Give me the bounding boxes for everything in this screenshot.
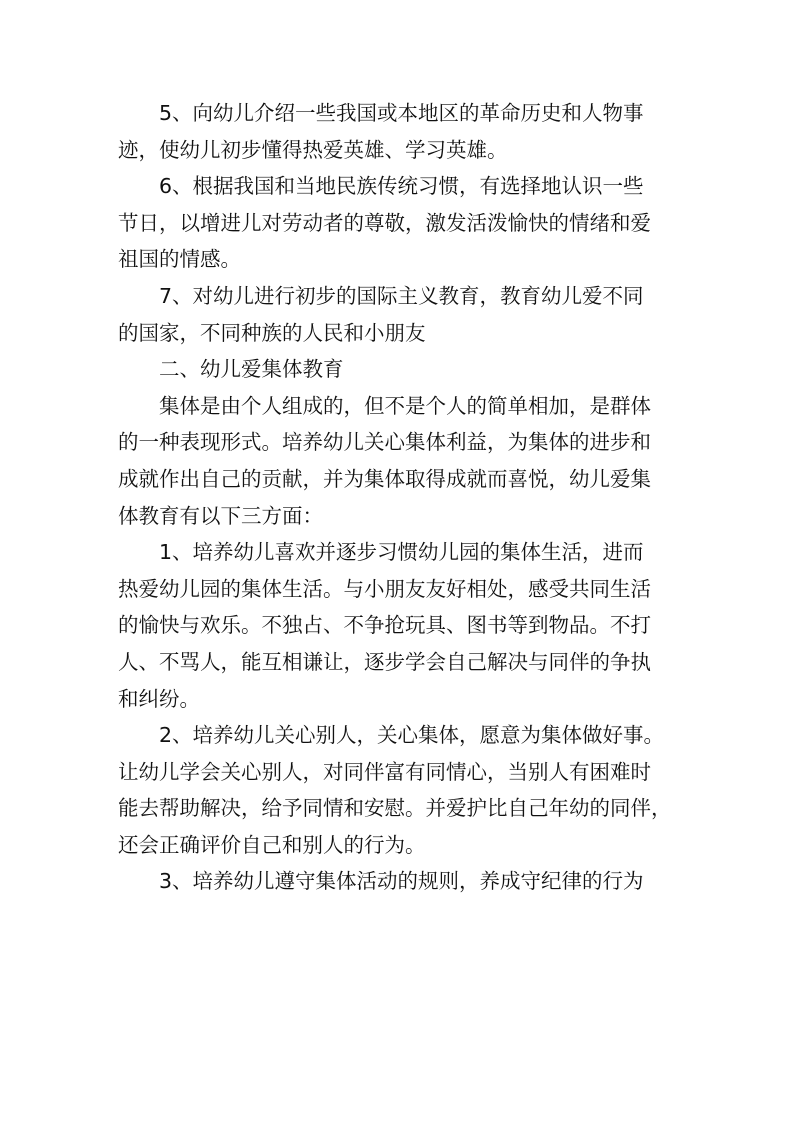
text-line: 的国家，不同种族的人民和小朋友 xyxy=(118,320,426,345)
text-line: 集体是由个人组成的，但不是个人的简单相加，是群体 xyxy=(159,393,651,418)
text-line: 1、培养幼儿喜欢并逐步习惯幼儿园的集体生活，进而 xyxy=(159,540,644,565)
text-line: 热爱幼儿园的集体生活。与小朋友友好相处，感受共同生活 xyxy=(118,576,651,601)
text-line: 体教育有以下三方面： xyxy=(118,503,323,528)
text-line: 6、根据我国和当地民族传统习惯，有选择地认识一些 xyxy=(159,174,644,199)
text-line: 的愉快与欢乐。不独占、不争抢玩具、图书等到物品。不打 xyxy=(118,613,651,638)
text-line: 让幼儿学会关心别人，对同伴富有同情心，当别人有困难时 xyxy=(118,759,651,784)
text-line: 祖国的情感。 xyxy=(118,247,241,272)
text-line: 迹，使幼儿初步懂得热爱英雄、学习英雄。 xyxy=(118,137,508,162)
text-line: 的一种表现形式。培养幼儿关心集体利益，为集体的进步和 xyxy=(118,430,651,455)
text-line: 和纠纷。 xyxy=(118,686,200,711)
text-line: 能去帮助解决，给予同情和安慰。并爱护比自己年幼的同伴， xyxy=(118,796,672,821)
text-line: 5、向幼儿介绍一些我国或本地区的革命历史和人物事 xyxy=(159,101,644,125)
text-line: 还会正确评价自己和别人的行为。 xyxy=(118,832,426,857)
text-line: 人、不骂人，能互相谦让，逐步学会自己解决与同伴的争执 xyxy=(118,649,651,674)
text-line: 2、培养幼儿关心别人，关心集体，愿意为集体做好事。 xyxy=(159,723,665,748)
text-line: 成就作出自己的贡献，并为集体取得成就而喜悦，幼儿爱集 xyxy=(118,466,651,491)
text-line: 节日，以增进儿对劳动者的尊敬，激发活泼愉快的情绪和爱 xyxy=(118,210,651,235)
document-body xyxy=(118,95,678,900)
text-line: 3、培养幼儿遵守集体活动的规则，养成守纪律的行为 xyxy=(159,869,644,894)
text-line: 7、对幼儿进行初步的国际主义教育，教育幼儿爱不同 xyxy=(159,283,644,308)
section-heading: 二、幼儿爱集体教育 xyxy=(159,357,344,382)
